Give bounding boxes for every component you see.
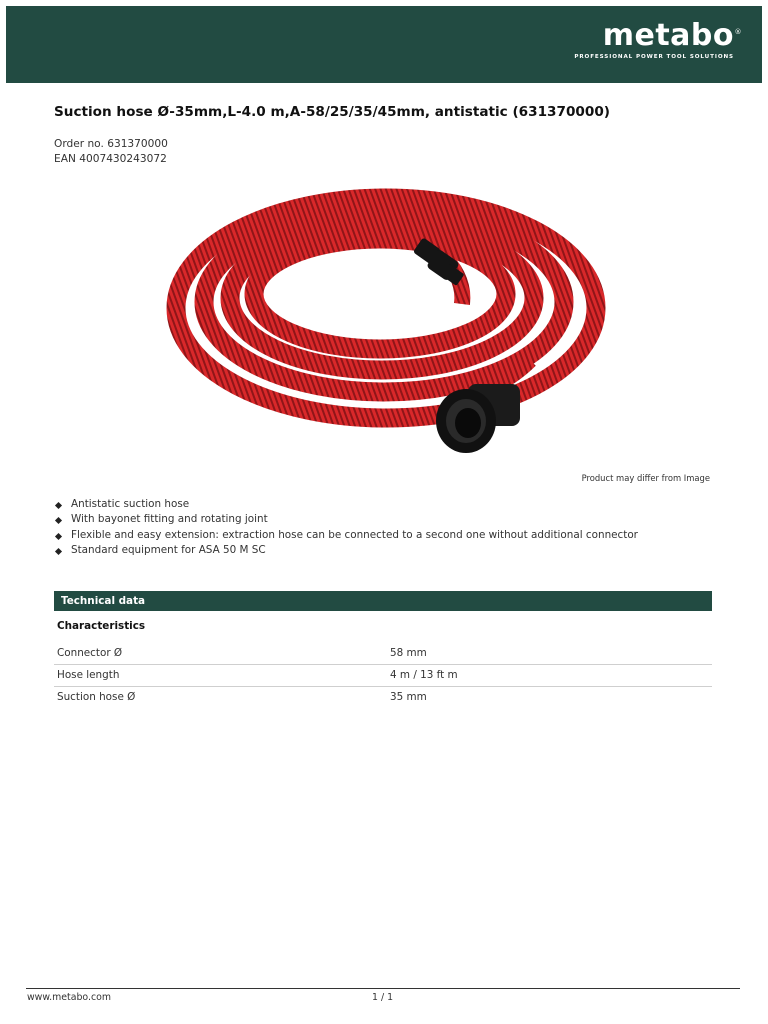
spec-table xyxy=(54,643,712,708)
page-header xyxy=(6,6,762,83)
spec-name: Connector Ø xyxy=(57,647,123,659)
spec-value: 4 m / 13 ft m xyxy=(390,669,458,681)
spec-name: Suction hose Ø xyxy=(57,691,136,703)
spec-value: 58 mm xyxy=(390,647,427,659)
spec-row xyxy=(54,687,712,708)
logo-tagline: PROFESSIONAL POWER TOOL SOLUTIONS xyxy=(574,54,734,60)
product-meta xyxy=(54,137,168,167)
spec-name: Hose length xyxy=(57,669,120,681)
diamond-bullet-icon xyxy=(55,533,62,540)
feature-item: Flexible and easy extension: extraction hose can be connected to a second one without additional connector xyxy=(54,528,638,543)
diamond-bullet-icon xyxy=(55,517,62,524)
feature-item: Standard equipment for ASA 50 M SC xyxy=(54,543,638,558)
diamond-bullet-icon xyxy=(55,548,62,555)
page-number: 1 / 1 xyxy=(372,992,394,1003)
ean-number: EAN 4007430243072 xyxy=(54,153,167,165)
spec-row xyxy=(54,643,712,665)
feature-item: With bayonet fitting and rotating joint xyxy=(54,512,638,527)
image-caption: Product may differ from Image xyxy=(581,473,710,483)
spec-row xyxy=(54,665,712,687)
technical-data-heading: Technical data xyxy=(54,591,712,611)
feature-list xyxy=(54,497,638,558)
footer-divider xyxy=(26,988,740,989)
spec-value: 35 mm xyxy=(390,691,427,703)
diamond-bullet-icon xyxy=(55,502,62,509)
logo-wordmark: metabo xyxy=(602,18,734,53)
order-number: Order no. 631370000 xyxy=(54,138,168,150)
metabo-logo xyxy=(574,18,742,60)
product-title: Suction hose Ø-35mm,L-4.0 m,A-58/25/35/45mm, antistatic (631370000) xyxy=(54,104,611,120)
footer-website-link[interactable]: www.metabo.com xyxy=(27,992,111,1003)
feature-item: Antistatic suction hose xyxy=(54,497,638,512)
product-image-suction-hose xyxy=(158,180,614,465)
characteristics-heading: Characteristics xyxy=(57,620,146,632)
registered-mark: ® xyxy=(734,28,742,36)
